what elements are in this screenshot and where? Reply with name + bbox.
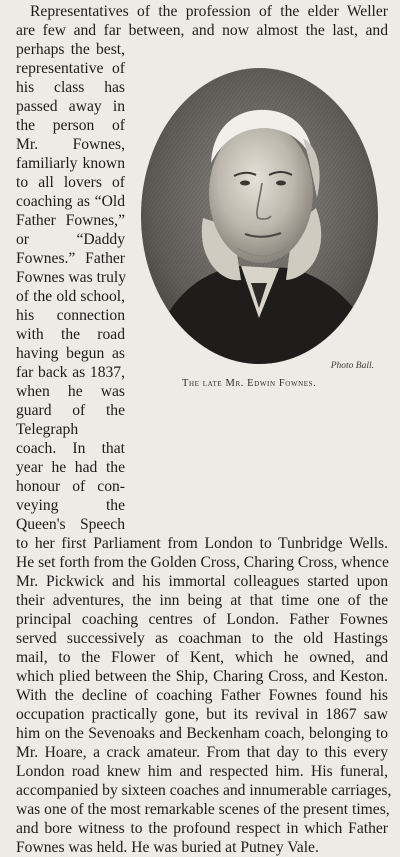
article-line: year he had the [16, 459, 125, 476]
article-line: Representatives of the profession of the elder Weller [30, 3, 388, 20]
article-line: far back as 1837, [16, 364, 125, 381]
article-line: him on the Sevenoaks and Beckenham coach, belonging to [16, 725, 388, 742]
article-line: accompanied by sixteen coaches and innumerable carriages, [16, 782, 392, 799]
article-line: to her first Parliament from London to Tunbridge Wells. [16, 535, 388, 552]
article-line: Fownes was truly [16, 269, 127, 286]
article-line: occupation practically gone, but its revival in 1867 saw [16, 706, 388, 723]
article-line: guard of the [16, 402, 125, 419]
portrait-engraving [141, 68, 378, 364]
article-line: Fownes was held. He was buried at Putney Vale. [16, 839, 319, 856]
article-line: his class has [16, 79, 125, 96]
article-line: coaching as “Old [16, 193, 125, 210]
article-line: Father Fownes,” [16, 212, 125, 229]
article-line: mail, to the Flower of Kent, which he owned, and [16, 649, 388, 666]
article-line: was one of the most remarkable scenes of the present times, [16, 801, 390, 818]
article-line: Telegraph [16, 421, 79, 438]
article-line: coach. In that [16, 440, 125, 457]
article-line: are few and far between, and now almost the last, and [16, 22, 388, 39]
article-line: Queen's Speech [16, 516, 125, 533]
article-line: which plied between the Ship, Charing Cross, and Keston. [16, 668, 388, 685]
article-line: Mr. Pickwick and his immortal colleagues started upon [16, 573, 388, 590]
article-line: He set forth from the Golden Cross, Charing Cross, whence [16, 554, 389, 571]
article-line: Mr. Hoare, a crack amateur. From that day to this every [16, 744, 388, 761]
article-line: the person of [16, 117, 125, 134]
article-line: to all lovers of [16, 174, 125, 191]
article-line: London road knew him and respected him. His funeral, [16, 763, 388, 780]
article-line: honour of con- [16, 478, 125, 495]
article-line: With the decline of coaching Father Fownes found his [16, 687, 388, 704]
article-line: having begun as [16, 345, 125, 362]
article-line: served successively as coachman to the old Hastings [16, 630, 388, 647]
article-line: of the old school, [16, 288, 125, 305]
article-line: veying the [16, 497, 125, 514]
article-line: passed away in [16, 98, 125, 115]
article-line: representative of [16, 60, 125, 77]
article-line: with the road [16, 326, 125, 343]
article-line: familiarly known [16, 155, 125, 172]
portrait-illustration [141, 68, 378, 364]
photo-credit: Photo Ball. [330, 361, 374, 371]
article-line: principal coaching centres of London. Father Fownes [16, 611, 388, 628]
article-line: their adventures, the inn being at that time one of the [16, 592, 388, 609]
article-line: when he was [16, 383, 125, 400]
article-line: Fownes.” Father [16, 250, 125, 267]
article-line: and bore witness to the profound respect in which Father [16, 820, 388, 837]
portrait-caption: The late Mr. Edwin Fownes. [182, 378, 317, 389]
article-line: his connection [16, 307, 125, 324]
article-line: Mr. Fownes, [16, 136, 125, 153]
article-line: perhaps the best, [16, 41, 125, 58]
article-line: or “Daddy [16, 231, 125, 248]
